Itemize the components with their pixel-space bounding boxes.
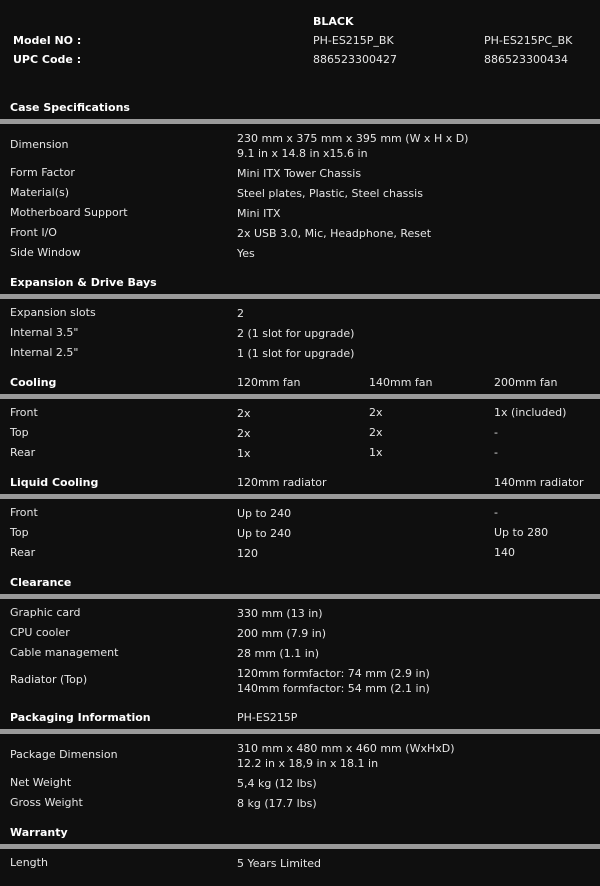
spec-value: Mini ITX Tower Chassis xyxy=(237,167,362,180)
spec-value: 2x USB 3.0, Mic, Headphone, Reset xyxy=(237,227,432,240)
spec-label: Front xyxy=(10,406,38,419)
section-divider xyxy=(0,729,600,734)
spec-label: Expansion slots xyxy=(10,306,96,319)
spec-value: 2 (1 slot for upgrade) xyxy=(237,327,355,340)
upc-code-2: 886523300434 xyxy=(484,53,568,66)
spec-value: - xyxy=(494,506,498,519)
spec-value: 2x xyxy=(369,406,383,419)
spec-value-line2: 9.1 in x 14.8 in x15.6 in xyxy=(237,147,368,160)
model-no-label: Model NO : xyxy=(13,34,82,47)
section-title-case: Case Specifications xyxy=(10,101,130,114)
spec-value: 1x xyxy=(237,447,251,460)
spec-label: Rear xyxy=(10,446,36,459)
spec-value: 140 xyxy=(494,546,515,559)
section-divider xyxy=(0,394,600,399)
spec-value: 2x xyxy=(237,427,251,440)
section-divider xyxy=(0,294,600,299)
spec-label: Net Weight xyxy=(10,776,72,789)
spec-label: Form Factor xyxy=(10,166,75,179)
spec-label: Top xyxy=(10,426,29,439)
section-title-warranty: Warranty xyxy=(10,826,68,839)
column-header: 120mm fan xyxy=(237,376,301,389)
spec-label: Dimension xyxy=(10,138,69,151)
spec-label: Cable management xyxy=(10,646,119,659)
spec-value: Mini ITX xyxy=(237,207,281,220)
column-header: 140mm radiator xyxy=(494,476,584,489)
spec-value: 5,4 kg (12 lbs) xyxy=(237,777,317,790)
section-title-cooling: Cooling xyxy=(10,376,57,389)
spec-value: 1x (included) xyxy=(494,406,567,419)
upc-code-1: 886523300427 xyxy=(313,53,397,66)
spec-label: Length xyxy=(10,856,48,869)
spec-label: Top xyxy=(10,526,29,539)
spec-value: 2x xyxy=(237,407,251,420)
spec-value: 1x xyxy=(369,446,383,459)
column-header: PH-ES215P xyxy=(237,711,298,724)
spec-label: CPU cooler xyxy=(10,626,70,639)
column-header: 200mm fan xyxy=(494,376,558,389)
model-no-2: PH-ES215PC_BK xyxy=(484,34,573,47)
column-header: 120mm radiator xyxy=(237,476,327,489)
spec-value-line2: 12.2 in x 18,9 in x 18.1 in xyxy=(237,757,379,770)
spec-value: 2 xyxy=(237,307,244,320)
spec-value: 28 mm (1.1 in) xyxy=(237,647,320,660)
spec-value-line2: 140mm formfactor: 54 mm (2.1 in) xyxy=(237,682,430,695)
spec-label: Package Dimension xyxy=(10,748,118,761)
spec-value: 330 mm (13 in) xyxy=(237,607,323,620)
spec-value: - xyxy=(494,426,498,439)
spec-value: Up to 240 xyxy=(237,527,292,540)
spec-label: Side Window xyxy=(10,246,81,259)
spec-label: Internal 2.5" xyxy=(10,346,79,359)
section-divider xyxy=(0,844,600,849)
spec-value-line1: 120mm formfactor: 74 mm (2.9 in) xyxy=(237,667,430,680)
spec-value: Up to 280 xyxy=(494,526,549,539)
spec-value: 8 kg (17.7 lbs) xyxy=(237,797,317,810)
spec-value: 5 Years Limited xyxy=(237,857,322,870)
spec-value: - xyxy=(494,446,498,459)
spec-value: 120 xyxy=(237,547,258,560)
spec-value: 200 mm (7.9 in) xyxy=(237,627,327,640)
spec-label: Graphic card xyxy=(10,606,81,619)
section-title-expansion: Expansion & Drive Bays xyxy=(10,276,157,289)
column-header: 140mm fan xyxy=(369,376,433,389)
spec-label: Motherboard Support xyxy=(10,206,128,219)
model-no-1: PH-ES215P_BK xyxy=(313,34,394,47)
spec-value: 1 (1 slot for upgrade) xyxy=(237,347,355,360)
color-label: BLACK xyxy=(313,15,354,28)
section-title-clearance: Clearance xyxy=(10,576,72,589)
spec-value: Steel plates, Plastic, Steel chassis xyxy=(237,187,423,200)
spec-label: Front xyxy=(10,506,38,519)
section-divider xyxy=(0,119,600,124)
spec-label: Internal 3.5" xyxy=(10,326,79,339)
spec-value: 2x xyxy=(369,426,383,439)
spec-value: Up to 240 xyxy=(237,507,292,520)
section-title-packaging: Packaging Information xyxy=(10,711,151,724)
section-divider xyxy=(0,494,600,499)
spec-value-line1: 230 mm x 375 mm x 395 mm (W x H x D) xyxy=(237,132,469,145)
spec-value: Yes xyxy=(237,247,255,260)
section-title-liquid-cooling: Liquid Cooling xyxy=(10,476,99,489)
spec-label: Material(s) xyxy=(10,186,70,199)
spec-label: Front I/O xyxy=(10,226,57,239)
section-divider xyxy=(0,594,600,599)
upc-code-label: UPC Code : xyxy=(13,53,82,66)
model-header xyxy=(0,0,600,80)
spec-value-line1: 310 mm x 480 mm x 460 mm (WxHxD) xyxy=(237,742,455,755)
spec-label: Gross Weight xyxy=(10,796,83,809)
spec-label: Radiator (Top) xyxy=(10,673,88,686)
spec-label: Rear xyxy=(10,546,36,559)
